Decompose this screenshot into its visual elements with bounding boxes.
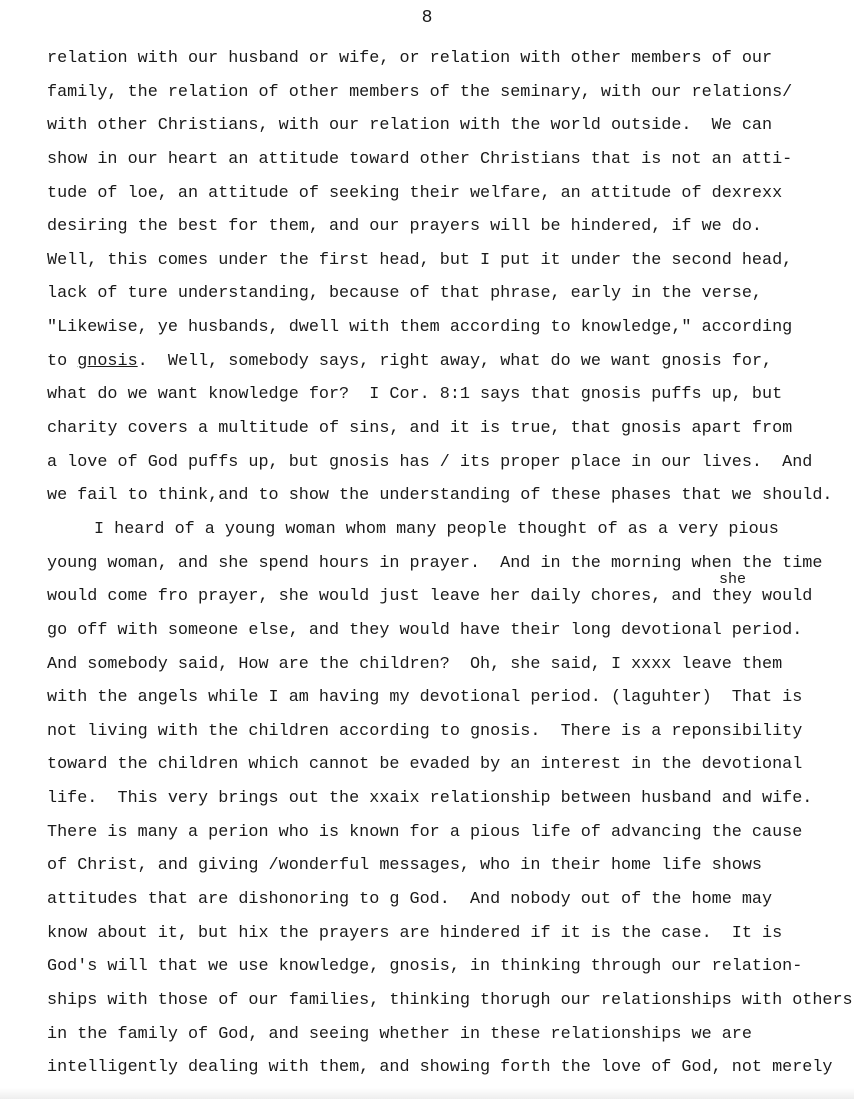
underlined-word: gnosis — [77, 351, 138, 371]
text-line: life. This very brings out the xxaix relationship between husband and wife. — [47, 789, 813, 809]
text-line: Well, this comes under the first head, but I put it under the second head, — [47, 250, 793, 270]
text-line: with the angels while I am having my devotional period. (laguhter) That is — [47, 688, 803, 708]
text-line: we fail to think,and to show the understanding of these phases that we should. — [47, 486, 833, 506]
handwritten-insertion: she — [719, 571, 747, 588]
typed-text-body — [47, 42, 854, 1085]
text-segment: to — [47, 351, 78, 371]
text-line: lack of ture understanding, because of that phrase, early in the verse, — [47, 284, 762, 304]
text-line: family, the relation of other members of the seminary, with our relations/ — [47, 82, 793, 102]
text-line: show in our heart an attitude toward other Christians that is not an atti- — [47, 149, 793, 169]
text-line: go off with someone else, and they would have their long devotional period. — [47, 620, 803, 640]
text-line: what do we want knowledge for? I Cor. 8:1 says that gnosis puffs up, but — [47, 385, 783, 405]
text-line: And somebody said, How are the children? Oh, she said, I xxxx leave them — [47, 654, 783, 674]
text-segment: . Well, somebody says, right away, what do we want gnosis for, — [137, 351, 773, 371]
text-line: of Christ, and giving /wonderful messages, who in their home life shows — [47, 856, 762, 876]
text-line: "Likewise, ye husbands, dwell with them according to knowledge," according — [47, 318, 793, 338]
text-line: I heard of a young woman whom many people thought of as a very pious — [94, 519, 779, 539]
text-line: toward the children which cannot be evaded by an interest in the devotional — [47, 755, 803, 775]
text-line: ships with those of our families, thinking thorugh our relationships with others — [47, 990, 853, 1010]
page-edge — [0, 1088, 854, 1099]
text-line: young woman, and she spend hours in prayer. And in the morning when the time — [47, 553, 823, 573]
text-line: attitudes that are dishonoring to g God. And nobody out of the home may — [47, 890, 773, 910]
text-line: tude of loe, an attitude of seeking their welfare, an attitude of dexrexx — [47, 183, 783, 203]
text-line: know about it, but hix the prayers are hindered if it is the case. It is — [47, 923, 783, 943]
text-line: a love of God puffs up, but gnosis has / its proper place in our lives. And — [47, 452, 813, 472]
text-line: charity covers a multitude of sins, and it is true, that gnosis apart from — [47, 419, 793, 439]
text-line: in the family of God, and seeing whether in these relationships we are — [47, 1024, 752, 1044]
text-line: intelligently dealing with them, and showing forth the love of God, not merely — [47, 1058, 833, 1078]
text-line: would come fro prayer, she would just leave her daily chores, and they would — [47, 587, 813, 607]
text-line: with other Christians, with our relation with the world outside. We can — [47, 116, 773, 136]
text-line: desiring the best for them, and our prayers will be hindered, if we do. — [47, 217, 762, 237]
text-line: not living with the children according to gnosis. There is a reponsibility — [47, 721, 803, 741]
text-line: There is many a perion who is known for a pious life of advancing the cause — [47, 822, 803, 842]
text-line — [47, 345, 854, 379]
page-number: 8 — [421, 8, 433, 28]
text-line: relation with our husband or wife, or relation with other members of our — [47, 49, 773, 68]
text-line: God's will that we use knowledge, gnosis, in thinking through our relation- — [47, 957, 803, 977]
